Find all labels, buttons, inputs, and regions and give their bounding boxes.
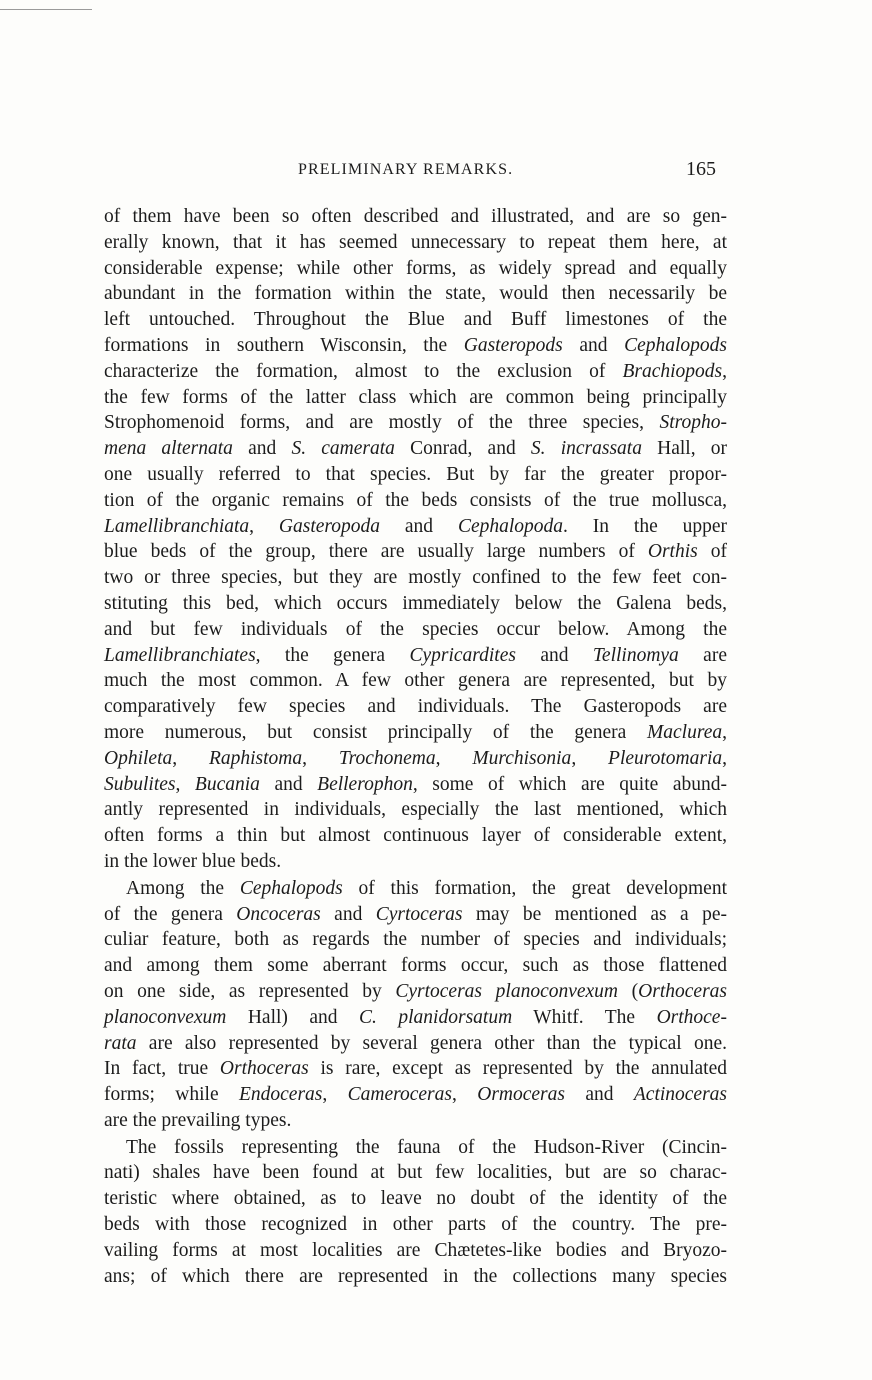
text-line: forms; while Endoceras, Cameroceras, Ormoceras and Actinoceras: [104, 1084, 728, 1106]
running-head: PRELIMINARY REMARKS.: [298, 161, 514, 178]
text-line: erally known, that it has seemed unnecessary to repeat them here, at: [104, 231, 727, 253]
text-line: rata are also represented by several genera other than the typical one.: [104, 1032, 727, 1054]
body-text: [104, 204, 727, 1289]
paragraph: [104, 1135, 727, 1290]
text-line: on one side, as represented by Cyrtoceras planoconvexum (Orthoceras: [104, 980, 727, 1002]
text-line: Strophomenoid forms, and are mostly of the three species, Stropho-: [104, 412, 727, 434]
text-line: culiar feature, both as regards the number of species and individuals;: [104, 929, 727, 951]
text-line: blue beds of the group, there are usually large numbers of Orthis of: [104, 541, 727, 563]
text-line: left untouched. Throughout the Blue and Buff limestones of the: [104, 309, 727, 331]
text-line: often forms a thin but almost continuous layer of considerable extent,: [104, 825, 727, 847]
text-line: two or three species, but they are mostly confined to the few feet con-: [104, 567, 727, 589]
text-line: In fact, true Orthoceras is rare, except as represented by the annulated: [104, 1058, 727, 1080]
text-line: The fossils representing the fauna of the Hudson-River (Cincin-: [126, 1136, 727, 1158]
text-line: tion of the organic remains of the beds consists of the true mollusca,: [104, 489, 727, 511]
top-edge-rule: [0, 9, 92, 10]
text-line: stituting this bed, which occurs immediately below the Galena beds,: [104, 592, 727, 614]
text-line: more numerous, but consist principally of the genera Maclurea,: [104, 721, 727, 743]
text-line: ans; of which there are represented in the collections many species: [104, 1265, 727, 1287]
text-line: comparatively few species and individuals. The Gasteropods are: [104, 696, 727, 718]
text-line: abundant in the formation within the state, would then necessarily be: [104, 283, 727, 305]
text-line: vailing forms at most localities are Chætetes-like bodies and Bryozo-: [104, 1239, 727, 1261]
text-line: one usually referred to that species. But by far the greater propor-: [104, 463, 727, 485]
text-line: beds with those recognized in other parts of the country. The pre-: [104, 1214, 727, 1236]
text-line: teristic where obtained, as to leave no doubt of the identity of the: [104, 1188, 727, 1210]
text-line: and among them some aberrant forms occur, such as those flattened: [104, 955, 727, 977]
text-line: planoconvexum Hall) and C. planidorsatum Whitf. The Orthoce-: [104, 1006, 727, 1028]
text-line: characterize the formation, almost to the exclusion of Brachiopods,: [104, 360, 727, 382]
text-line: in the lower blue beds.: [104, 850, 282, 872]
text-line: Lamellibranchiates, the genera Cypricardites and Tellinomya are: [104, 644, 727, 666]
text-line: Among the Cephalopods of this formation, the great development: [126, 877, 728, 899]
text-line: the few forms of the latter class which are common being principally: [104, 386, 727, 408]
text-line: of them have been so often described and illustrated, and are so gen-: [104, 206, 727, 227]
text-line: Ophileta, Raphistoma, Trochonema, Murchisonia, Pleurotomaria,: [104, 747, 728, 769]
text-line: and but few individuals of the species occur below. Among the: [104, 618, 727, 640]
text-line: considerable expense; while other forms, as widely spread and equally: [104, 257, 727, 279]
paragraph: [104, 876, 727, 1134]
text-line: much the most common. A few other genera are represented, but by: [104, 670, 727, 692]
text-line: formations in southern Wisconsin, the Gasteropods and Cephalopods: [104, 334, 727, 356]
text-line: Subulites, Bucania and Bellerophon, some of which are quite abund-: [104, 773, 727, 795]
page-number: 165: [686, 158, 716, 180]
text-line: of the genera Oncoceras and Cyrtoceras may be mentioned as a pe-: [104, 903, 728, 925]
text-line: nati) shales have been found at but few localities, but are so charac-: [104, 1162, 727, 1184]
text-line: Lamellibranchiata, Gasteropoda and Cephalopoda. In the upper: [104, 515, 727, 537]
paragraph: [104, 204, 727, 875]
text-line: mena alternata and S. camerata Conrad, and S. incrassata Hall, or: [104, 438, 728, 460]
text-line: antly represented in individuals, especially the last mentioned, which: [104, 799, 727, 821]
text-line: are the prevailing types.: [104, 1109, 292, 1131]
